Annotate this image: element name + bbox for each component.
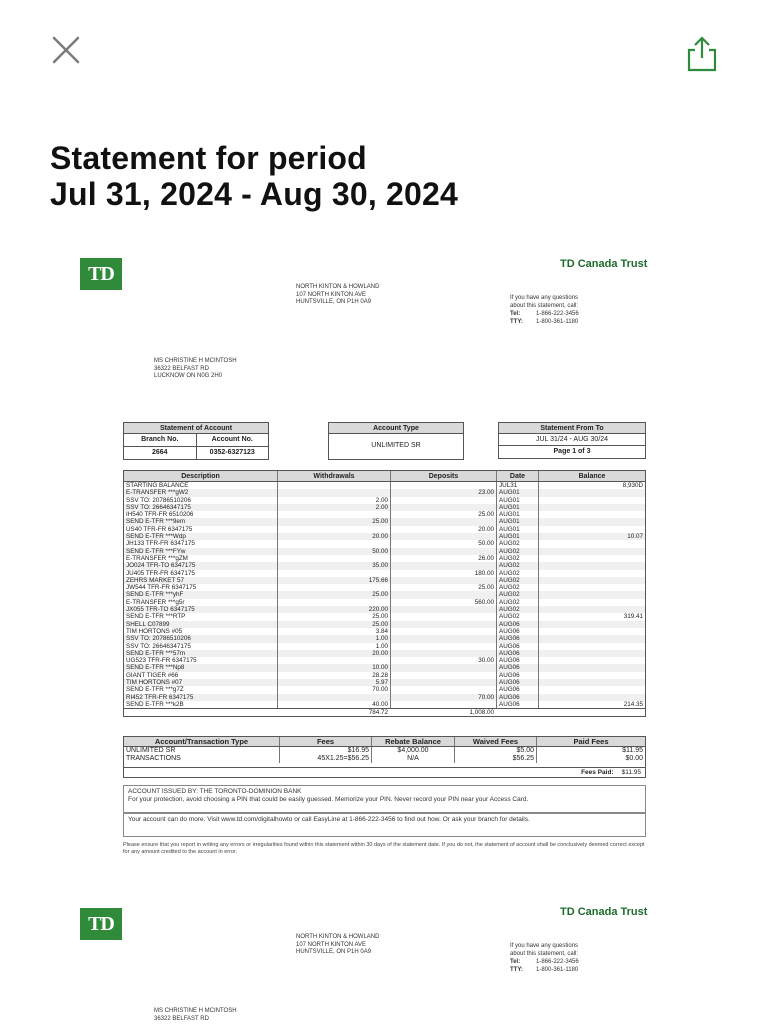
branch-address-line: NORTH KINTON & HOWLAND <box>296 934 380 940</box>
tx-withdrawal: 25.00 <box>277 613 390 620</box>
statement-of-account-header: Statement of Account <box>124 423 268 434</box>
table-row <box>124 555 645 562</box>
table-row <box>124 511 645 518</box>
tx-date: AUG06 <box>496 694 538 701</box>
tx-balance <box>538 518 645 525</box>
account-type-header: Account Type <box>329 423 463 434</box>
statement-page-2 <box>0 900 768 1024</box>
tx-withdrawal <box>277 694 390 701</box>
tx-date: AUG01 <box>496 518 538 525</box>
tx-date: AUG01 <box>496 533 538 540</box>
tx-deposit <box>390 628 496 635</box>
tx-deposit: 30.00 <box>390 657 496 664</box>
tx-description: SEND E-TFR ***FYw <box>126 547 186 555</box>
contact-info <box>510 942 579 974</box>
tx-date: AUG02 <box>496 613 538 620</box>
tx-description: UG523 TFR-FR 6347175 <box>126 657 197 665</box>
tx-withdrawal: 2.00 <box>277 504 390 511</box>
tx-description: SEND E-TFR ***Np8 <box>126 664 185 672</box>
contact-intro: about this statement, call: <box>510 951 579 957</box>
col-description: Description <box>181 473 220 480</box>
fees-cell: 45X1.25=$56.25 <box>279 755 371 763</box>
pin-notice-text: For your protection, avoid choosing a PIN that could be easily guessed. Memorize your PIN. Never record your PIN near your Access Card. <box>128 796 529 803</box>
tx-date: AUG06 <box>496 628 538 635</box>
tx-balance <box>538 526 645 533</box>
table-row <box>124 526 645 533</box>
branch-address <box>296 284 379 307</box>
tx-withdrawal <box>277 482 390 489</box>
tx-withdrawal <box>277 526 390 533</box>
tx-deposit <box>390 650 496 657</box>
table-row <box>124 643 645 650</box>
table-row <box>124 577 645 584</box>
tx-description: SEND E-TFR ***yhF <box>126 591 184 599</box>
tx-balance <box>538 657 645 664</box>
tx-description: SSV TO: 26646347175 <box>126 642 191 650</box>
td-logo: TD <box>80 258 122 290</box>
customer-address <box>154 358 237 381</box>
tx-withdrawal: 5.97 <box>277 679 390 686</box>
fees-cell: $0.00 <box>536 755 645 763</box>
fees-paid-label: Fees Paid: <box>581 769 614 776</box>
tx-balance <box>538 621 645 628</box>
tx-date: AUG06 <box>496 664 538 671</box>
tx-description: US40 TFR-FR 6347175 <box>126 525 193 533</box>
tx-date: AUG02 <box>496 570 538 577</box>
tx-date: AUG02 <box>496 577 538 584</box>
tx-deposit <box>390 562 496 569</box>
tx-date: AUG06 <box>496 643 538 650</box>
tx-date: AUG02 <box>496 548 538 555</box>
table-row <box>124 562 645 569</box>
tx-description: TIM HORTONS #07 <box>126 679 183 687</box>
tx-withdrawal: 175.66 <box>277 577 390 584</box>
more-notice <box>123 813 646 837</box>
table-row <box>124 540 645 547</box>
tx-date: AUG02 <box>496 562 538 569</box>
branch-address-line: HUNTSVILLE, ON P1H 0A9 <box>296 949 372 955</box>
page-title <box>50 140 458 212</box>
tx-date: AUG06 <box>496 621 538 628</box>
tx-date: AUG01 <box>496 511 538 518</box>
tx-balance <box>538 686 645 693</box>
tx-date: AUG06 <box>496 686 538 693</box>
tx-balance <box>538 643 645 650</box>
customer-line: LUCKNOW ON N0G 2H0 <box>154 373 223 379</box>
tx-deposit <box>390 664 496 671</box>
transactions-table <box>123 470 646 717</box>
statement-document[interactable] <box>0 240 768 1024</box>
tx-balance <box>538 599 645 606</box>
customer-line: MS CHRISTINE H MCINTOSH <box>154 1008 237 1014</box>
tx-date: AUG06 <box>496 701 538 708</box>
customer-address <box>154 1008 237 1023</box>
statement-page-1 <box>0 240 768 900</box>
table-row <box>124 621 645 628</box>
col-withdrawals: Withdrawals <box>277 471 390 481</box>
fees-cell: UNLIMITED SR <box>126 747 176 754</box>
fees-paid-total: $11.95 <box>621 769 641 776</box>
col-date: Date <box>496 471 538 481</box>
more-notice-text: Your account can do more. Visit www.td.com/digitalhowto or call EasyLine at 1-866-222-3456 to find out how. Or ask your branch for details. <box>128 816 530 823</box>
customer-line: 36322 BELFAST RD <box>154 1015 209 1022</box>
table-row <box>124 533 645 540</box>
total-deposits: 1,008.00 <box>469 709 494 717</box>
branch-address-line: NORTH KINTON & HOWLAND <box>296 284 380 290</box>
tx-date: AUG01 <box>496 497 538 504</box>
account-no-label: Account No. <box>196 434 269 446</box>
tx-date: JUL31 <box>496 482 538 489</box>
tx-description: SEND E-TFR ***Wdp <box>126 533 186 541</box>
tx-balance <box>538 540 645 547</box>
tx-balance <box>538 591 645 598</box>
tty-number: 1-800-361-1180 <box>536 967 579 973</box>
tx-balance: 8,930D <box>538 482 645 489</box>
table-row <box>124 548 645 555</box>
tx-deposit: 23.00 <box>390 489 496 496</box>
fine-print: Please ensure that you report in writing any errors or irregularities found within this statement within 30 days of the statement date. If you do not, the statement of account shall be conclusively deemed correct except for any amount credited to the account in error. <box>123 842 645 855</box>
tx-deposit: 180.00 <box>390 570 496 577</box>
table-row <box>124 672 645 679</box>
tx-withdrawal: 25.00 <box>277 518 390 525</box>
tx-balance <box>538 489 645 496</box>
fees-cell: $16.95 <box>279 747 371 755</box>
tx-date: AUG02 <box>496 591 538 598</box>
tx-withdrawal <box>277 489 390 496</box>
tx-description: SEND E-TFR ***57m <box>126 649 186 657</box>
tx-balance <box>538 694 645 701</box>
tx-balance <box>538 570 645 577</box>
share-button[interactable] <box>682 34 722 74</box>
tx-balance <box>538 562 645 569</box>
issued-by-notice <box>123 785 646 813</box>
tx-description: JU405 TFR-FR 6347175 <box>126 569 195 577</box>
tx-description: SSV TO: 26646347175 <box>126 503 191 511</box>
account-type-value: UNLIMITED SR <box>371 442 421 449</box>
table-row <box>124 497 645 504</box>
table-row <box>124 482 645 489</box>
tx-withdrawal: 25.00 <box>277 621 390 628</box>
tx-balance <box>538 511 645 518</box>
share-icon <box>682 34 722 74</box>
bank-name: TD Canada Trust <box>560 258 648 270</box>
title-line-1: Statement for period <box>50 140 367 176</box>
statement-range: JUL 31/24 - AUG 30/24 <box>499 434 645 446</box>
tx-balance: 319.41 <box>538 613 645 620</box>
branch-no-value: 2664 <box>151 449 168 456</box>
fees-paid-row <box>124 767 645 777</box>
tx-description: SEND E-TFR ***9em <box>126 518 186 526</box>
tx-deposit <box>390 701 496 708</box>
tx-deposit <box>390 621 496 628</box>
account-type-box <box>328 422 464 460</box>
tx-description: IH540 TFR-FR 6510206 <box>126 511 194 519</box>
tx-withdrawal: 25.00 <box>277 591 390 598</box>
table-row <box>124 686 645 693</box>
tx-description: SSV TO: 20786510206 <box>126 496 191 504</box>
tx-balance <box>538 577 645 584</box>
table-row <box>124 599 645 606</box>
tx-withdrawal <box>277 657 390 664</box>
tx-description: RI452 TFR-FR 6347175 <box>126 693 194 701</box>
tx-deposit: 25.00 <box>390 511 496 518</box>
table-row <box>124 570 645 577</box>
tx-description: JX055 TFR-TO 6347175 <box>126 606 195 614</box>
td-logo: TD <box>80 908 122 940</box>
table-row <box>124 504 645 511</box>
statement-from-header: Statement From To <box>499 423 645 434</box>
total-withdrawals: 784.72 <box>368 709 388 717</box>
tx-deposit <box>390 497 496 504</box>
tx-description: SEND E-TFR ***k2B <box>126 700 184 708</box>
table-row <box>124 664 645 671</box>
tx-withdrawal: 1.00 <box>277 643 390 650</box>
tty-number: 1-800-361-1180 <box>536 319 579 325</box>
tx-balance <box>538 497 645 504</box>
table-row <box>124 606 645 613</box>
tx-withdrawal <box>277 511 390 518</box>
branch-address-line: HUNTSVILLE, ON P1H 0A9 <box>296 299 372 305</box>
tx-balance: 10.07 <box>538 533 645 540</box>
tx-description: JW544 TFR-FR 6347175 <box>126 584 197 592</box>
tx-deposit <box>390 518 496 525</box>
table-row <box>124 650 645 657</box>
customer-line: MS CHRISTINE H MCINTOSH <box>154 358 237 364</box>
tx-deposit <box>390 533 496 540</box>
tx-withdrawal: 3.84 <box>277 628 390 635</box>
tx-withdrawal: 10.00 <box>277 664 390 671</box>
tx-withdrawal: 220.00 <box>277 606 390 613</box>
tx-description: E-TRANSFER ***gZM <box>126 554 188 562</box>
fees-cell: $56.25 <box>454 755 536 763</box>
tx-withdrawal: 35.00 <box>277 562 390 569</box>
tx-balance <box>538 555 645 562</box>
tx-withdrawal: 1.00 <box>277 635 390 642</box>
tel-number: 1-866-222-3456 <box>536 311 579 317</box>
tx-date: AUG02 <box>496 540 538 547</box>
branch-address-line: 107 NORTH KINTON AVE <box>296 941 367 948</box>
tx-balance <box>538 628 645 635</box>
page-indicator: Page 1 of 3 <box>553 448 591 455</box>
close-button[interactable] <box>48 32 84 68</box>
tx-balance <box>538 504 645 511</box>
fees-cell: N/A <box>371 755 454 763</box>
tx-description: JO024 TFR-TO 6347175 <box>126 562 196 570</box>
fees-col-rebate: Rebate Balance <box>371 737 454 746</box>
tx-deposit: 50.00 <box>390 540 496 547</box>
tx-withdrawal: 50.00 <box>277 548 390 555</box>
tx-withdrawal: 40.00 <box>277 701 390 708</box>
tx-deposit: 25.00 <box>390 584 496 591</box>
tx-withdrawal <box>277 599 390 606</box>
account-no-value: 0352-6327123 <box>196 447 269 459</box>
bank-name: TD Canada Trust <box>560 906 648 918</box>
tx-balance: 214.35 <box>538 701 645 708</box>
table-row <box>124 635 645 642</box>
tx-deposit: 26.00 <box>390 555 496 562</box>
issued-by-text: ACCOUNT ISSUED BY: THE TORONTO-DOMINION BANK <box>128 788 302 795</box>
tx-deposit <box>390 577 496 584</box>
tx-date: AUG02 <box>496 555 538 562</box>
table-row <box>124 694 645 701</box>
table-row <box>124 613 645 620</box>
tx-date: AUG06 <box>496 635 538 642</box>
transactions-totals <box>124 708 645 716</box>
tx-balance <box>538 606 645 613</box>
tx-description: ZEHRS MARKET 57 <box>126 576 184 584</box>
tx-description: GIANT TIGER #66 <box>126 671 179 679</box>
statement-from-box <box>498 422 646 459</box>
table-row <box>124 489 645 496</box>
tx-date: AUG02 <box>496 599 538 606</box>
table-row <box>124 628 645 635</box>
tx-date: AUG06 <box>496 679 538 686</box>
fees-row <box>124 755 645 763</box>
top-bar <box>0 0 768 100</box>
table-row <box>124 657 645 664</box>
fees-table <box>123 736 646 778</box>
statement-of-account-box <box>123 422 269 460</box>
fees-cell: TRANSACTIONS <box>126 755 181 762</box>
tx-deposit <box>390 591 496 598</box>
tx-date: AUG02 <box>496 584 538 591</box>
fees-cell: $11.95 <box>536 747 645 755</box>
tx-balance <box>538 672 645 679</box>
tx-description: JH133 TFR-FR 6347175 <box>126 540 195 548</box>
col-deposits: Deposits <box>390 471 496 481</box>
table-row <box>124 679 645 686</box>
tx-date: AUG06 <box>496 650 538 657</box>
tx-balance <box>538 679 645 686</box>
tel-label: Tel: <box>510 311 521 317</box>
tx-withdrawal <box>277 540 390 547</box>
tx-deposit <box>390 635 496 642</box>
tx-balance <box>538 650 645 657</box>
fees-header <box>124 737 645 747</box>
tx-description: SEND E-TFR ***g7Z <box>126 686 184 694</box>
tx-withdrawal: 70.00 <box>277 686 390 693</box>
tx-withdrawal: 20.00 <box>277 650 390 657</box>
tx-date: AUG01 <box>496 504 538 511</box>
tx-deposit: 560.00 <box>390 599 496 606</box>
tx-deposit: 70.00 <box>390 694 496 701</box>
tx-balance <box>538 664 645 671</box>
tx-description: STARTING BALANCE <box>126 482 189 489</box>
fees-col-type: Account/Transaction Type <box>154 737 249 746</box>
branch-address-line: 107 NORTH KINTON AVE <box>296 291 367 298</box>
tx-date: AUG06 <box>496 657 538 664</box>
fees-col-fees: Fees <box>279 737 371 746</box>
tx-deposit <box>390 548 496 555</box>
tx-date: AUG02 <box>496 606 538 613</box>
contact-intro: If you have any questions <box>510 295 579 301</box>
tx-description: TIM HORTONS #05 <box>126 627 183 635</box>
tx-deposit <box>390 679 496 686</box>
table-row <box>124 591 645 598</box>
tx-withdrawal: 2.00 <box>277 497 390 504</box>
tx-balance <box>538 584 645 591</box>
tx-description: SHELL C07899 <box>126 620 170 628</box>
tx-date: AUG01 <box>496 489 538 496</box>
tx-description: E-TRANSFER ***g5r <box>126 598 185 606</box>
table-row <box>124 518 645 525</box>
branch-address <box>296 934 379 957</box>
tx-date: AUG06 <box>496 672 538 679</box>
col-balance: Balance <box>538 471 645 481</box>
tx-deposit <box>390 504 496 511</box>
fees-row <box>124 747 645 755</box>
close-icon <box>48 32 84 68</box>
tx-deposit <box>390 482 496 489</box>
tx-date: AUG01 <box>496 526 538 533</box>
tx-balance <box>538 635 645 642</box>
table-row <box>124 701 645 708</box>
tel-number: 1-866-222-3456 <box>536 959 579 965</box>
tx-description: SEND E-TFR ***RTP <box>126 613 186 621</box>
branch-no-label: Branch No. <box>141 436 179 443</box>
tx-deposit <box>390 672 496 679</box>
tel-label: Tel: <box>510 959 521 965</box>
tx-deposit: 20.00 <box>390 526 496 533</box>
transactions-header <box>124 471 645 482</box>
tx-withdrawal: 28.28 <box>277 672 390 679</box>
table-row <box>124 584 645 591</box>
tx-description: SSV TO: 20786510206 <box>126 635 191 643</box>
contact-intro: about this statement, call: <box>510 303 579 309</box>
fees-cell: $5.00 <box>454 747 536 755</box>
tx-description: E-TRANSFER ***gW2 <box>126 489 189 497</box>
fees-col-waived: Waived Fees <box>454 737 536 746</box>
tty-label: TTY: <box>510 967 523 973</box>
fees-col-paid: Paid Fees <box>536 737 645 746</box>
tx-balance <box>538 548 645 555</box>
tx-deposit <box>390 613 496 620</box>
tx-deposit <box>390 643 496 650</box>
tx-withdrawal <box>277 555 390 562</box>
contact-intro: If you have any questions <box>510 943 579 949</box>
tx-withdrawal <box>277 570 390 577</box>
customer-line: 36322 BELFAST RD <box>154 365 209 372</box>
fees-cell: $4,000.00 <box>371 747 454 755</box>
tx-withdrawal <box>277 584 390 591</box>
tx-withdrawal: 20.00 <box>277 533 390 540</box>
tty-label: TTY: <box>510 319 523 325</box>
tx-deposit <box>390 606 496 613</box>
tx-deposit <box>390 686 496 693</box>
transactions-body <box>124 482 645 708</box>
contact-info <box>510 294 579 326</box>
title-line-2: Jul 31, 2024 - Aug 30, 2024 <box>50 176 458 212</box>
